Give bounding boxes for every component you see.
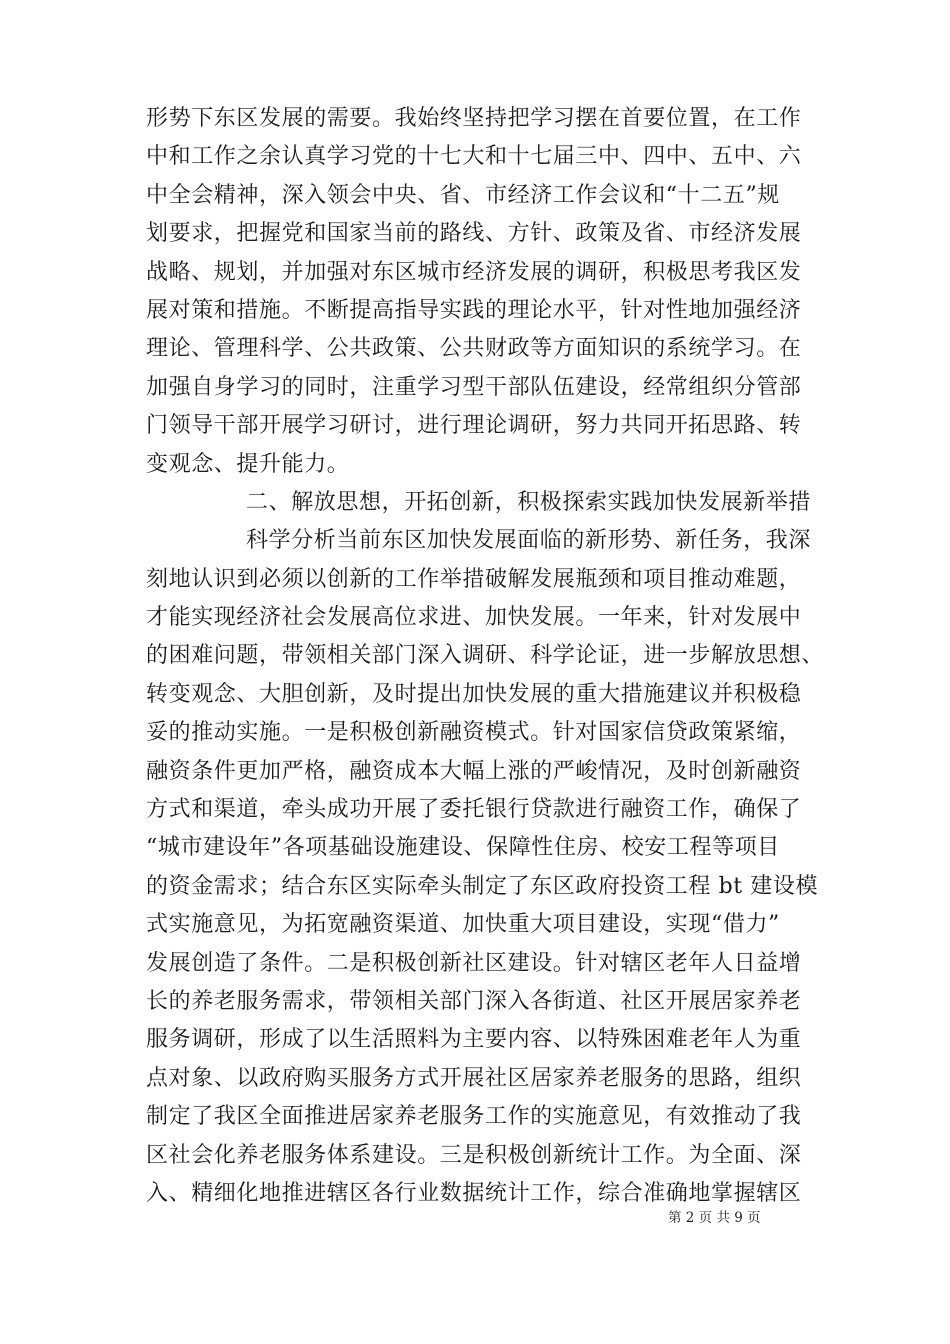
text-line: 转变观念、大胆创新，及时提出加快发展的重大措施建议并积极稳 [146,681,802,707]
text-line: 融资条件更加严格，融资成本大幅上涨的严峻情况，及时创新融资 [146,758,802,784]
text-line: “城市建设年”各项基础设施建设、保障性住房、校安工程等项目 [146,835,780,861]
text-line: 入、精细化地推进辖区各行业数据统计工作，综合准确地掌握辖区 [146,1180,802,1206]
body-text [146,100,825,1213]
text-line: 的资金需求；结合东区实际牵头制定了东区政府投资工程 bt 建设模 [146,873,819,899]
text-line: 变观念、提升能力。 [146,451,350,477]
text-line: 区社会化养老服务体系建设。三是积极创新统计工作。为全面、深 [146,1142,802,1168]
text-line: 刻地认识到必须以创新的工作举措破解发展瓶颈和项目推动难题， [146,566,802,592]
text-line: 加强自身学习的同时，注重学习型干部队伍建设，经常组织分管部 [146,374,802,400]
text-line: 门领导干部开展学习研讨，进行理论调研，努力共同开拓思路、转 [146,413,802,439]
text-line: 形势下东区发展的需要。我始终坚持把学习摆在首要位置，在工作 [146,106,802,131]
text-line: 长的养老服务需求，带领相关部门深入各街道、社区开展居家养老 [146,988,802,1014]
text-line: 发展创造了条件。二是积极创新社区建设。针对辖区老年人日益增 [146,950,802,976]
text-line: 妥的推动实施。一是积极创新融资模式。针对国家信贷政策紧缩， [146,720,802,746]
text-line: 方式和渠道，牵头成功开展了委托银行贷款进行融资工作，确保了 [146,797,802,823]
heading-line: 二、解放思想，开拓创新，积极探索实践加快发展新举措 [246,489,812,515]
text-line: 中和工作之余认真学习党的十七大和十七届三中、四中、五中、六 [146,144,802,170]
text-line: 制定了我区全面推进居家养老服务工作的实施意见，有效推动了我 [146,1104,802,1130]
text-line: 的困难问题，带领相关部门深入调研、科学论证，进一步解放思想、 [146,643,825,669]
text-line: 式实施意见，为拓宽融资渠道、加快重大项目建设，实现“借力” [146,912,780,938]
text-line: 展对策和措施。不断提高指导实践的理论水平，针对性地加强经济 [146,297,802,323]
heading-line: 科学分析当前东区加快发展面临的新形势、新任务，我深 [246,528,812,554]
text-line: 划要求，把握党和国家当前的路线、方针、政策及省、市经济发展 [146,221,802,247]
text-line: 才能实现经济社会发展高位求进、加快发展。一年来，针对发展中 [146,605,802,631]
page-number: 第 2 页 共 9 页 [668,1210,761,1226]
text-line: 战略、规划，并加强对东区城市经济发展的调研，积极思考我区发 [146,259,802,285]
text-line: 中全会精神，深入领会中央、省、市经济工作会议和“十二五”规 [146,182,780,208]
text-line: 理论、管理科学、公共政策、公共财政等方面知识的系统学习。在 [146,336,802,362]
text-line: 点对象、以政府购买服务方式开展社区居家养老服务的思路，组织 [146,1065,802,1091]
text-line: 服务调研，形成了以生活照料为主要内容、以特殊困难老年人为重 [146,1027,802,1053]
